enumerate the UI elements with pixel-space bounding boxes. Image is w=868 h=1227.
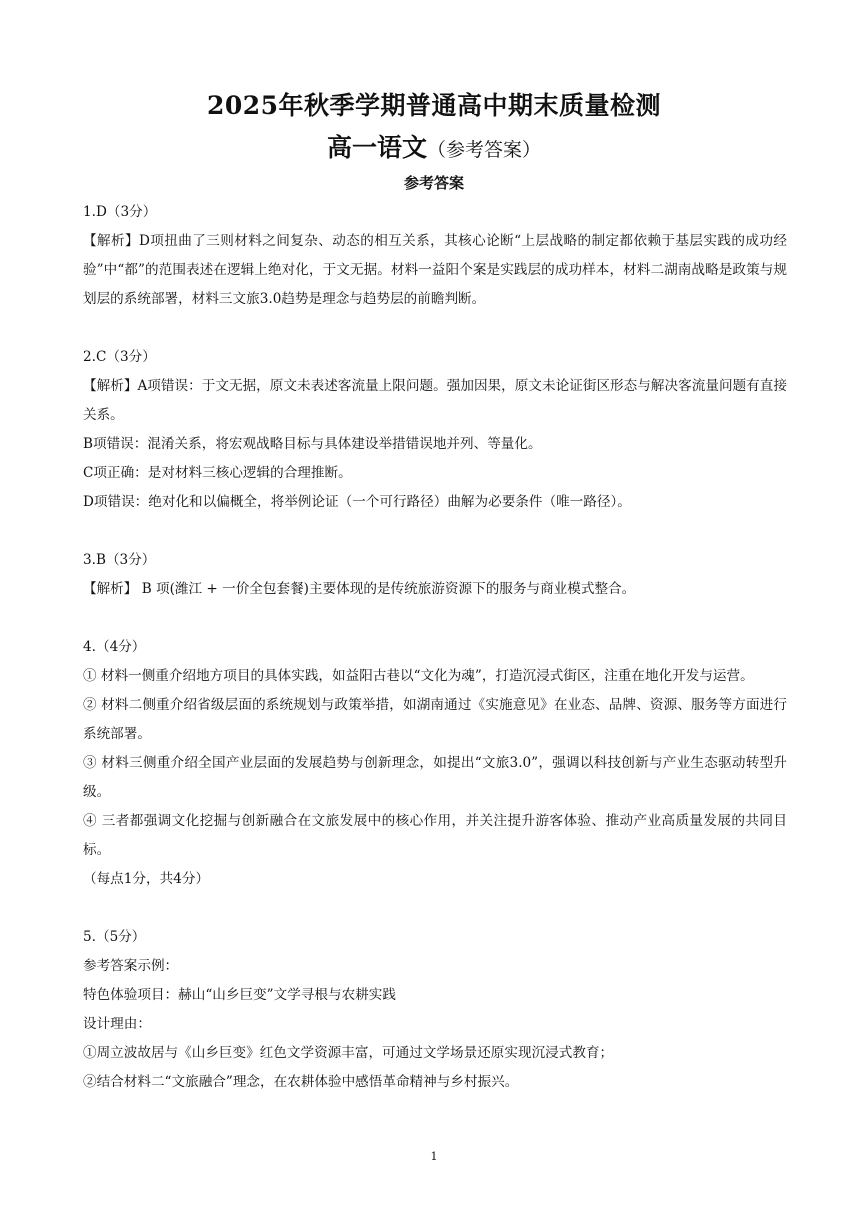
q4-point-1: ① 材料一侧重介绍地方项目的具体实践，如益阳古巷以“文化为魂”，打造沉浸式街区，注重在地化开发与运营。 bbox=[83, 668, 754, 684]
q5-reason-2: ②结合材料二“文旅融合”理念，在农耕体验中感悟革命精神与乡村振兴。 bbox=[83, 1074, 519, 1090]
answer-content bbox=[83, 198, 787, 1097]
q5-project: 特色体验项目：赫山“山乡巨变”文学寻根与农耕实践 bbox=[83, 987, 396, 1003]
page-number: 1 bbox=[430, 1150, 438, 1163]
q4-point-3: ③ 材料三侧重介绍全国产业层面的发展趋势与创新理念，如提出“文旅3.0”，强调以科技创新与产业生态驱动转型升级。 bbox=[83, 755, 787, 800]
q2-analysis-b: B项错误：混淆关系，将宏观战略目标与具体建设举措错误地并列、等量化。 bbox=[83, 436, 542, 452]
q4-point-2: ② 材料二侧重介绍省级层面的系统规划与政策举措，如湖南通过《实施意见》在业态、品牌、资源、服务等方面进行系统部署。 bbox=[83, 697, 787, 742]
q2-analysis-a: 【解析】A项错误：于文无据，原文未表述客流量上限问题。强加因果，原文未论证街区形态与解决客流量问题有直接关系。 bbox=[83, 378, 787, 423]
q2-analysis-d: D项错误：绝对化和以偏概全，将举例论证（一个可行路径）曲解为必要条件（唯一路径）。 bbox=[83, 494, 631, 510]
document-title: 2025年秋季学期普通高中期末质量检测 bbox=[206, 91, 662, 120]
q5-reason-1: ①周立波故居与《山乡巨变》红色文学资源丰富，可通过文学场景还原实现沉浸式教育； bbox=[83, 1045, 614, 1061]
q5-header: 5.（5分） bbox=[83, 929, 146, 945]
document-subtitle bbox=[0, 128, 868, 164]
q3-analysis: 【解析】 B 项(潍江 + 一价全包套餐)主要体现的是传统旅游资源下的服务与商业模式整合。 bbox=[83, 581, 636, 597]
q4-header: 4.（4分） bbox=[83, 639, 146, 655]
q4-scoring: （每点1分，共4分） bbox=[83, 871, 210, 887]
q5-example-label: 参考答案示例： bbox=[83, 958, 179, 974]
q1-header: 1.D（3分） bbox=[83, 204, 157, 220]
q2-header: 2.C（3分） bbox=[83, 349, 156, 365]
q3-header: 3.B（3分） bbox=[83, 552, 156, 568]
q4-point-4: ④ 三者都强调文化挖掘与创新融合在文旅发展中的核心作用，并关注提升游客体验、推动产业高质量发展的共同目标。 bbox=[83, 813, 787, 858]
q5-reason-label: 设计理由： bbox=[83, 1016, 151, 1032]
section-heading: 参考答案 bbox=[403, 174, 464, 192]
q1-analysis: 【解析】D项扭曲了三则材料之间复杂、动态的相互关系，其核心论断“上层战略的制定都依赖于基层实践的成功经验”中“都”的范围表述在逻辑上绝对化，于文无据。材料一益阳个案是实践层的成功样本，材料二湖南战略是政策与规划层的系统部署，材料三文旅3.0趋势是理念与趋势层的前瞻判断。 bbox=[83, 233, 787, 307]
subtitle-main: 高一语文 bbox=[326, 133, 427, 162]
q2-analysis-c: C项正确：是对材料三核心逻辑的合理推断。 bbox=[83, 465, 352, 481]
subtitle-paren: （参考答案） bbox=[427, 139, 542, 161]
